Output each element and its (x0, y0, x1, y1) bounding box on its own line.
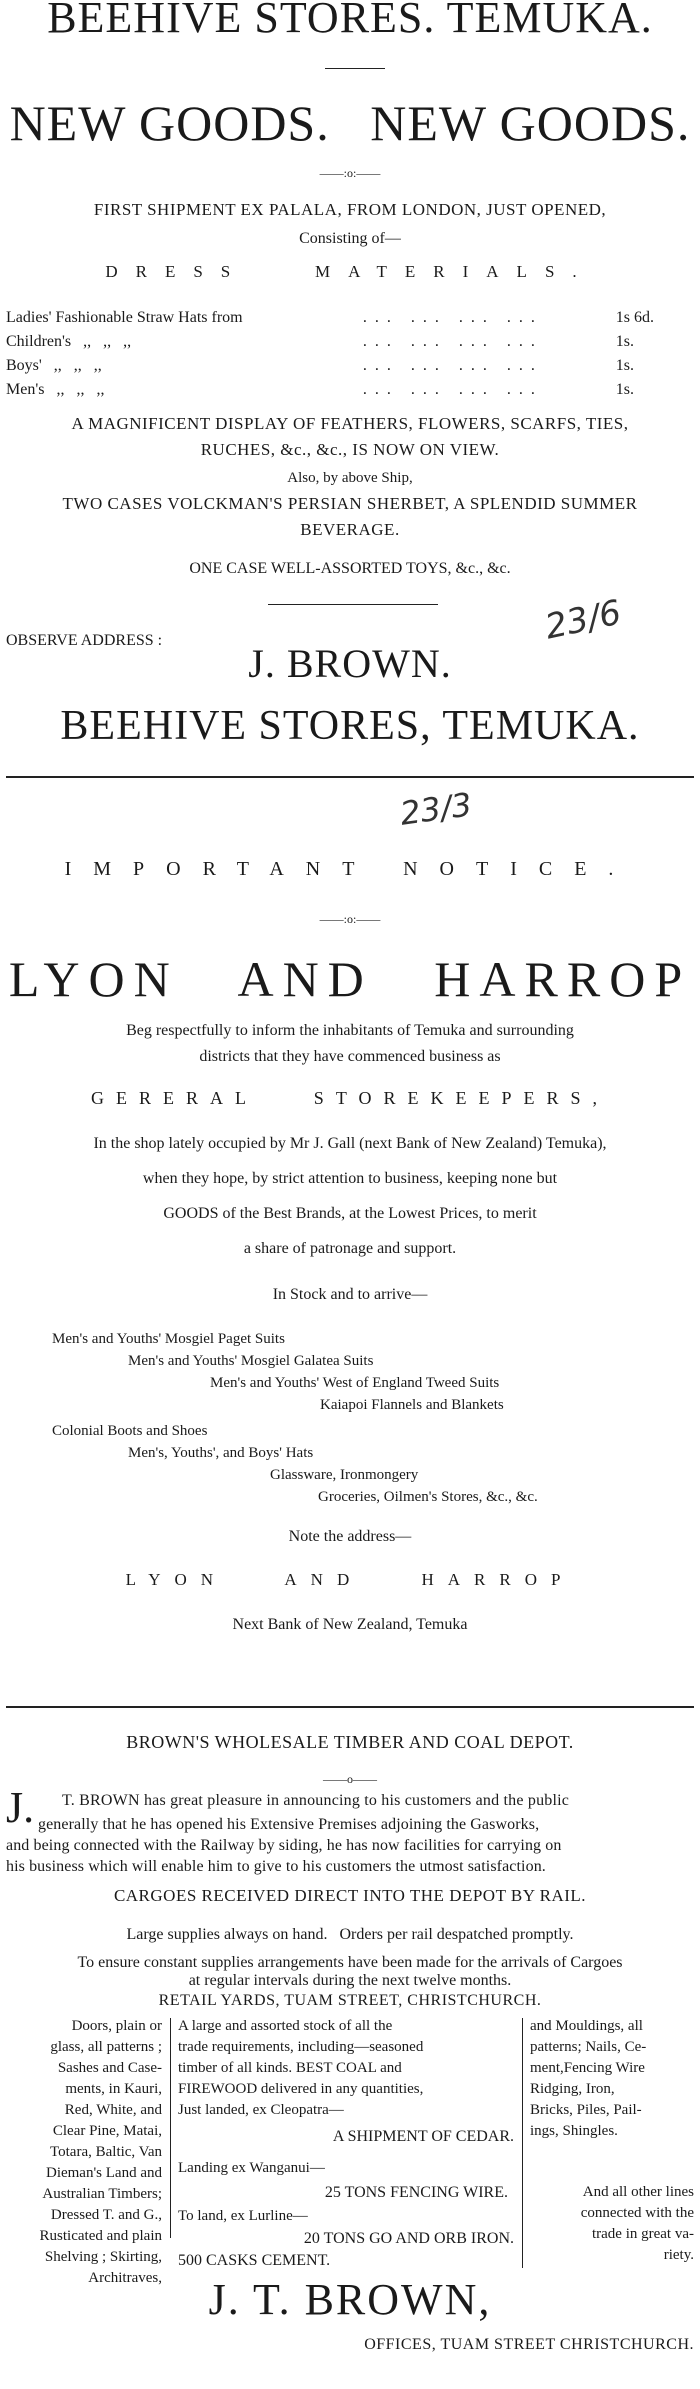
item-price: 1s 6d. (615, 309, 654, 326)
column-line: FIREWOOD delivered in any quantities, (178, 2081, 424, 2097)
price-row (0, 330, 700, 354)
retail-yards: RETAIL YARDS, TUAM STREET, CHRISTCHURCH. (158, 1992, 542, 2009)
column-line: Dressed T. and G., (50, 2207, 162, 2223)
column-line: ment,Fencing Wire (530, 2060, 645, 2076)
column-line: Red, White, and (64, 2102, 162, 2118)
body-line: a share of patronage and support. (243, 1240, 457, 1257)
column-line: Dieman's Land and (45, 2165, 162, 2181)
intro-line: and being connected with the Railway by siding, he has now facilities for carrying on (6, 1837, 562, 1854)
toys-line: ONE CASE WELL-ASSORTED TOYS, &c., &c. (189, 560, 511, 577)
item-price: 1s. (615, 333, 634, 350)
display-line-1: A MAGNIFICENT DISPLAY OF FEATHERS, FLOWERS, SCARFS, TIES, (71, 414, 629, 433)
leader-dots: ... ... ... ... (362, 357, 543, 374)
shipment-line: FIRST SHIPMENT EX PALALA, FROM LONDON, JUST OPENED, (93, 200, 607, 219)
trade-heading: GERERAL STOREKEEPERS, (90, 1088, 610, 1108)
ensure-line-1: To ensure constant supplies arrangements have been made for the arrivals of Cargoes (77, 1954, 623, 1971)
column-line: Architraves, (88, 2270, 162, 2286)
depot-title: BROWN'S WHOLESALE TIMBER AND COAL DEPOT. (126, 1732, 574, 1752)
item-label: Boys' ,, ,, ,, (6, 357, 102, 374)
also-line: Also, by above Ship, (287, 470, 413, 486)
drop-initial: J. (6, 1783, 35, 1832)
leader-dots: ... ... ... ... (362, 333, 543, 350)
item-label: Men's ,, ,, ,, (6, 381, 105, 398)
column-line: trade requirements, including—seasoned (178, 2039, 424, 2055)
headline: NEW GOODS. NEW GOODS. (9, 95, 691, 151)
ad-footer: BEEHIVE STORES, TEMUKA. (60, 703, 640, 749)
column-line: ments, in Kauri, (65, 2081, 162, 2097)
item-label: Ladies' Fashionable Straw Hats from (6, 309, 243, 326)
column-line: and Mouldings, all (530, 2018, 643, 2034)
intro-line-1: Beg respectfully to inform the inhabitants of Temuka and surrounding (126, 1022, 574, 1039)
column-line: Rusticated and plain (39, 2228, 162, 2244)
intro-line-2: districts that they have commenced business as (199, 1048, 501, 1065)
observe-address: OBSERVE ADDRESS : (6, 632, 163, 649)
column-line: timber of all kinds. BEST COAL and (178, 2060, 402, 2076)
landing-line: Landing ex Wanganui— (178, 2160, 325, 2176)
stock-item: Men's and Youths' Mosgiel Galatea Suits (128, 1353, 374, 1369)
stock-item: Men's, Youths', and Boys' Hats (128, 1445, 314, 1461)
column-line: trade in great va- (591, 2226, 694, 2242)
column-line: ings, Shingles. (530, 2123, 618, 2139)
body-line: when they hope, by strict attention to business, keeping none but (142, 1170, 558, 1187)
price-row (0, 306, 700, 330)
stock-item: Men's and Youths' Mosgiel Paget Suits (52, 1331, 285, 1347)
fencing-line: 25 TONS FENCING WIRE. (324, 2184, 508, 2201)
handwritten-annotation: 23/6 (541, 592, 625, 648)
body-line: GOODS of the Best Brands, at the Lowest Prices, to merit (163, 1205, 537, 1222)
middle-column (178, 2016, 514, 2121)
body-text (0, 1126, 700, 1266)
dress-materials: DRESS MATERIALS. (105, 262, 595, 281)
item-label: Children's ,, ,, ,, (6, 333, 132, 350)
price-row (0, 378, 700, 402)
column-line: patterns; Nails, Ce- (530, 2039, 647, 2055)
stock-list (0, 1328, 700, 1508)
column-line: And all other lines (582, 2184, 694, 2200)
ornament: ——:o:—— (319, 166, 381, 180)
stock-item: Kaiapoi Flannels and Blankets (320, 1397, 504, 1413)
shipment-line: A SHIPMENT OF CEDAR. (332, 2128, 514, 2145)
leader-dots: ... ... ... ... (362, 309, 543, 326)
left-column (6, 2016, 162, 2289)
divider (325, 68, 385, 69)
column-line: glass, all patterns ; (50, 2039, 162, 2055)
supplies-line: Large supplies always on hand. Orders per rail despatched promptly. (126, 1926, 574, 1943)
sherbet-line-1: TWO CASES VOLCKMAN'S PERSIAN SHERBET, A SPLENDID SUMMER (62, 494, 638, 513)
intro-text (0, 1814, 700, 1877)
ad-header: BEEHIVE STORES. TEMUKA. (47, 0, 653, 42)
note-line: Note the address— (288, 1528, 412, 1545)
divider (268, 604, 438, 605)
proprietor-name: J. BROWN. (248, 641, 452, 686)
consisting-line: Consisting of— (299, 230, 401, 247)
column-line: riety. (663, 2247, 694, 2263)
column-line: Shelving ; Skirting, (44, 2249, 162, 2265)
firm-name: LYON AND HARROP (8, 951, 692, 1007)
column-line: Sashes and Case- (57, 2060, 162, 2076)
iron-line: 20 TONS GO AND ORB IRON. (303, 2230, 514, 2247)
ornament: ——o—— (323, 1772, 377, 1786)
column-rule (170, 2018, 171, 2238)
stock-item: Groceries, Oilmen's Stores, &c., &c. (318, 1489, 538, 1505)
body-line: In the shop lately occupied by Mr J. Gall (next Bank of New Zealand) Temuka), (93, 1135, 607, 1152)
leader-dots: ... ... ... ... (362, 381, 543, 398)
item-price: 1s. (615, 357, 634, 374)
stock-item: Glassware, Ironmongery (270, 1467, 419, 1483)
intro-line: his business which will enable him to give to his customers the utmost satisfaction. (6, 1858, 546, 1875)
stock-item: Colonial Boots and Shoes (52, 1423, 208, 1439)
notice-heading: IMPORTANT NOTICE. (64, 858, 636, 880)
column-rule (522, 2018, 523, 2268)
column-line: connected with the (580, 2205, 694, 2221)
column-line: Bricks, Piles, Pail- (530, 2102, 642, 2118)
intro-first-line: T. BROWN has great pleasure in announcing to his customers and the public (62, 1792, 570, 1809)
hat-price-list (0, 306, 700, 402)
proprietor-name: J. T. BROWN, (208, 2275, 492, 2324)
column-line: Doors, plain or (71, 2018, 162, 2034)
right-column-2 (530, 2182, 694, 2266)
column-line: Just landed, ex Cleopatra— (178, 2102, 344, 2118)
display-line-2: RUCHES, &c., &c., IS NOW ON VIEW. (200, 440, 500, 459)
column-line: Totara, Baltic, Van (50, 2144, 162, 2160)
item-price: 1s. (615, 381, 634, 398)
column-line: Clear Pine, Matai, (52, 2123, 162, 2139)
cement-line: 500 CASKS CEMENT. (178, 2252, 331, 2269)
firm-address: Next Bank of New Zealand, Temuka (232, 1616, 468, 1633)
cargoes-line: CARGOES RECEIVED DIRECT INTO THE DEPOT BY RAIL. (113, 1886, 587, 1905)
offices-line: OFFICES, TUAM STREET CHRISTCHURCH. (364, 2336, 694, 2353)
stock-item: Men's and Youths' West of England Tweed Suits (210, 1375, 500, 1391)
ad-separator (6, 776, 694, 778)
ornament: ——:o:—— (319, 912, 381, 926)
ensure-line-2: at regular intervals during the next twelve months. (188, 1972, 512, 1989)
sherbet-line-2: BEVERAGE. (300, 520, 400, 539)
handwritten-annotation: 23/3 (397, 785, 475, 833)
column-line: Ridging, Iron, (530, 2081, 615, 2097)
price-row (0, 354, 700, 378)
firm-name-small: LYON AND HARROP (125, 1570, 575, 1589)
column-line: Australian Timbers; (42, 2186, 162, 2202)
ad-separator (6, 1706, 694, 1708)
stock-heading: In Stock and to arrive— (272, 1286, 428, 1303)
column-line: A large and assorted stock of all the (178, 2018, 393, 2034)
right-column (530, 2016, 694, 2142)
to-land-line: To land, ex Lurline— (178, 2208, 308, 2224)
intro-line: generally that he has opened his Extensive Premises adjoining the Gasworks, (38, 1816, 540, 1833)
